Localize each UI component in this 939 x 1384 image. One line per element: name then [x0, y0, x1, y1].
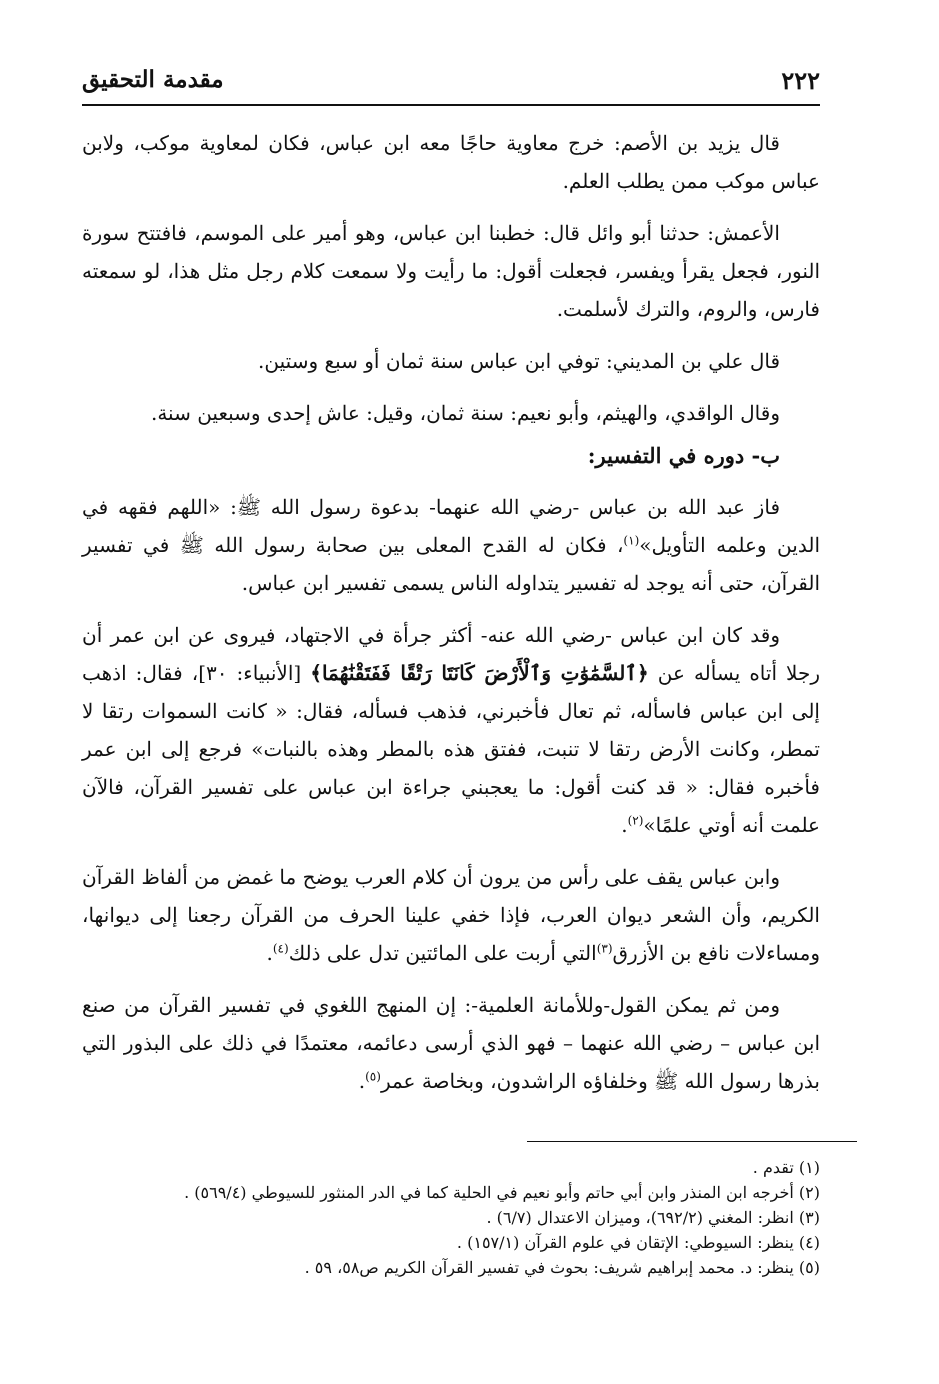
quran-verse: ﴿ٱلسَّمَٰوَٰتِ وَٱلْأَرْضَ كَانَتَا رَتْقًا فَفَتَقْنَٰهُمَا﴾ [310, 661, 649, 685]
paragraph-ali-madini: قال علي بن المديني: توفي ابن عباس سنة ثمان أو سبع وستين. [258, 349, 780, 373]
footnote-ref-4: (٤) [272, 941, 289, 956]
footnote-2: (٢) أخرجه ابن المنذر وابن أبي حاتم وأبو نعيم في الحلية كما في الدر المنثور للسيوطي (٥٦٩/٤) . [184, 1183, 820, 1202]
paragraph-dua [82, 488, 820, 602]
paragraph-linguistic-method [82, 986, 820, 1100]
running-title: مقدمة التحقيق [82, 66, 224, 93]
page-header [82, 62, 820, 104]
paragraph-waqidi: وقال الواقدي، والهيثم، وأبو نعيم: سنة ثمان، وقيل: عاش إحدى وسبعين سنة. [150, 401, 780, 425]
footnote-3: (٣) انظر: المغني (٦٩٢/٢)، وميزان الاعتدال (٦/٧) . [486, 1208, 820, 1227]
paragraph-text: وابن عباس يقف على رأس من يرون أن كلام العرب يوضح ما غمض من ألفاظ القرآن الكريم، وأن الشعر ديوان العرب، فإذا خفي علينا الحرف من القرآن رجعنا إلى ديوانها، ومساءلات نافع بن الأزرق [82, 865, 820, 965]
footnote-rule [527, 1141, 857, 1142]
paragraph-text: فاز عبد الله بن عباس -رضي الله عنهما- بدعوة رسول الله ﷺ: «اللهم فقهه في الدين وعلمه التأويل» [82, 495, 820, 557]
footnote-ref-2: (٢) [627, 813, 644, 828]
main-text [82, 124, 820, 1114]
footnote-1: (١) تقدم . [752, 1158, 820, 1177]
paragraph-text: . [358, 1069, 366, 1093]
footnote-ref-5: (٥) [365, 1069, 381, 1084]
footnote-ref-3: (٣) [596, 941, 613, 956]
paragraph-text: [الأنبياء: ٣٠]، فقال: اذهب إلى ابن عباس فاسأله، ثم تعال فأخبرني، فذهب فسأله، فقال: « كانت السموات رتقا لا تمطر، وكانت الأرض رتقا لا تنبت، ففتق هذه بالمطر وهذه بالنبات» فرجع إلى ابن عمر فأخبره فقال: « قد كنت أقول: ما يعجبني جراءة ابن عباس على تفسير القرآن، فالآن علمت أنه أوتي علمًا» [82, 661, 820, 837]
paragraph-text: . [266, 941, 273, 965]
paragraph-aamash: الأعمش: حدثنا أبو وائل قال: خطبنا ابن عباس، وهو أمير على الموسم، فافتتح سورة النور، فجعل يقرأ ويفسر، فجعلت أقول: ما رأيت ولا سمعت كلام رجل مثل هذا، لو سمعته فارس، والروم، والترك لأسلمت. [82, 221, 820, 321]
paragraph-text: ومن ثم يمكن القول-وللأمانة العلمية-: إن المنهج اللغوي في تفسير القرآن من صنع ابن عباس – رضي الله عنهما – فهو الذي أرسى دعائمه، معتمدًا في ذلك على البذور التي بذرها رسول الله ﷺ وخلفاؤه الراشدون، وبخاصة عمر [82, 993, 820, 1093]
paragraph-yazid: قال يزيد بن الأصم: خرج معاوية حاجًا معه ابن عباس، فكان لمعاوية موكب، ولابن عباس موكب ممن يطلب العلم. [82, 131, 820, 193]
section-heading: ب- دوره في التفسير: [587, 443, 780, 468]
paragraph-arab-speech [82, 858, 820, 972]
footnote-ref-1: (١) [623, 533, 640, 548]
paragraph-text: وقد كان ابن عباس -رضي الله عنه- أكثر جرأة في الاجتهاد، فيروى عن ابن عمر أن رجلا أتاه يسأله عن [82, 623, 821, 685]
paragraph-ijtihad [82, 616, 820, 844]
paragraph-text: ، فكان له القدح المعلى بين صحابة رسول الله ﷺ في تفسير القرآن، حتى أنه يوجد له تفسير يتداوله الناس يسمى تفسير ابن عباس. [82, 533, 820, 595]
footnote-4: (٤) ينظر: السيوطي: الإتقان في علوم القرآن (١٥٧/١) . [456, 1233, 820, 1252]
header-rule [82, 104, 820, 106]
paragraph-text: التي أربت على المائتين تدل على ذلك [288, 941, 597, 965]
page-number: ٢٢٢ [781, 66, 820, 95]
paragraph-text: . [621, 813, 628, 837]
footnote-5: (٥) ينظر: د. محمد إبراهيم شريف: بحوث في تفسير القرآن الكريم ص٥٨، ٥٩ . [304, 1258, 820, 1277]
footnotes [82, 1155, 820, 1280]
